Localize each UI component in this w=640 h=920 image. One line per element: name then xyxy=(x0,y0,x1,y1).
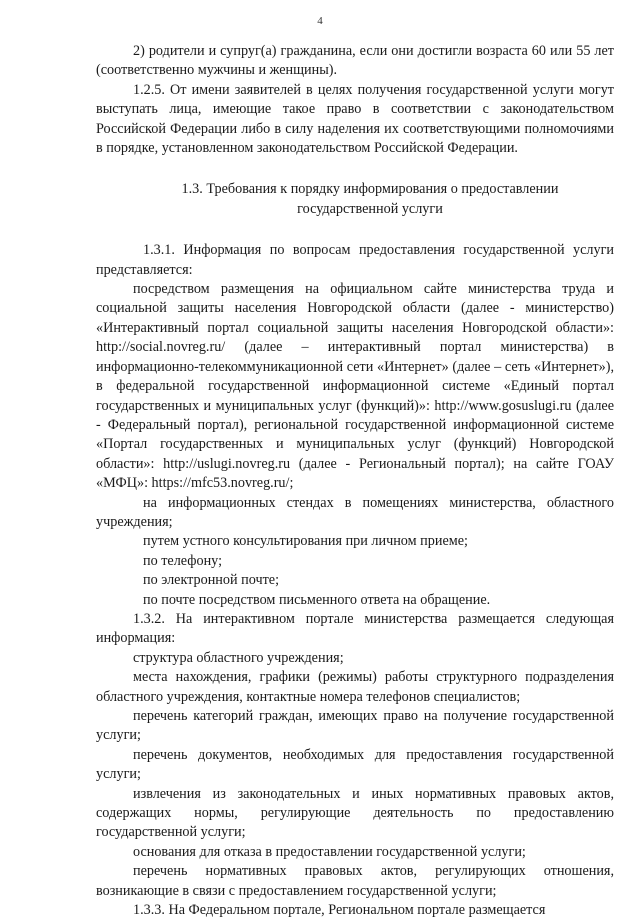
paragraph: 1.2.5. От имени заявителей в целях получения государственной услуги могут выступать лица, имеющие такое право в соответствии с законодательством Российской Федерации либо в силу наделения их соответствующими полномочиями в порядке, установленном законодательством Российской Федерации. xyxy=(96,81,614,157)
paragraph: 1.3.3. На Федеральном портале, Региональном портале размещается xyxy=(133,902,546,919)
paragraph: по электронной почте; xyxy=(143,572,280,589)
paragraph: перечень нормативных правовых актов, регулирующих отношения, возникающие в связи с предоставлением государственной услуги; xyxy=(96,863,614,899)
page-number: 4 xyxy=(317,15,323,27)
paragraph: перечень документов, необходимых для предоставления государственной услуги; xyxy=(96,746,614,783)
paragraph: структура областного учреждения; xyxy=(133,649,344,666)
paragraph: 1.3.2. На интерактивном портале министерства размещается следующая информация: xyxy=(96,610,614,647)
section-heading-line: государственной услуги xyxy=(297,200,443,217)
paragraph: посредством размещения на официальном сайте министерства труда и социальной защиты населения Новгородской области (далее - министерство) «Интерактивный портал социальной защиты населения Новгородской области»: http://social.novreg.ru/ (далее – интерактивный портал министерства) в информационно-телекоммуникационной сети «Интернет» (далее – сеть «Интернет»), в федеральной государственной информационной системе «Единый портал государственных и муниципальных услуг (функций)»: http://www.gosuslugi.ru (далее - Федеральный портал), региональной государственной информационной системе «Портал государственных и муниципальных услуг (функций) Новгородской области»: http://uslugi.novreg.ru (далее - Региональный портал); на сайте ГОАУ «МФЦ»: https://mfc53.novreg.ru/; xyxy=(96,281,614,492)
paragraph: перечень категорий граждан, имеющих право на получение государственной услуги; xyxy=(96,708,614,744)
paragraph: места нахождения, графики (режимы) работы структурного подразделения областного учреждения, контактные номера телефонов специалистов; xyxy=(96,669,614,705)
paragraph: 1.3.1. Информация по вопросам предоставления государственной услуги представляется: xyxy=(96,242,614,278)
paragraph: путем устного консультирования при личном приеме; xyxy=(143,533,468,550)
paragraph: по почте посредством письменного ответа на обращение. xyxy=(143,591,491,608)
paragraph: основания для отказа в предоставлении государственной услуги; xyxy=(133,843,526,860)
section-heading xyxy=(96,180,614,219)
paragraph: извлечения из законодательных и иных нормативных правовых актов, содержащих нормы, регулирующие деятельность по предоставлению государственной услуги; xyxy=(96,785,614,841)
paragraph: 2) родители и супруг(а) гражданина, если они достигли возраста 60 или 55 лет (соответственно мужчины и женщины). xyxy=(96,43,614,79)
paragraph: по телефону; xyxy=(143,552,223,569)
paragraph: на информационных стендах в помещениях министерства, областного учреждения; xyxy=(96,494,614,530)
document-body xyxy=(96,42,614,920)
section-heading-line: 1.3. Требования к порядку информирования о предоставлении xyxy=(181,181,559,198)
